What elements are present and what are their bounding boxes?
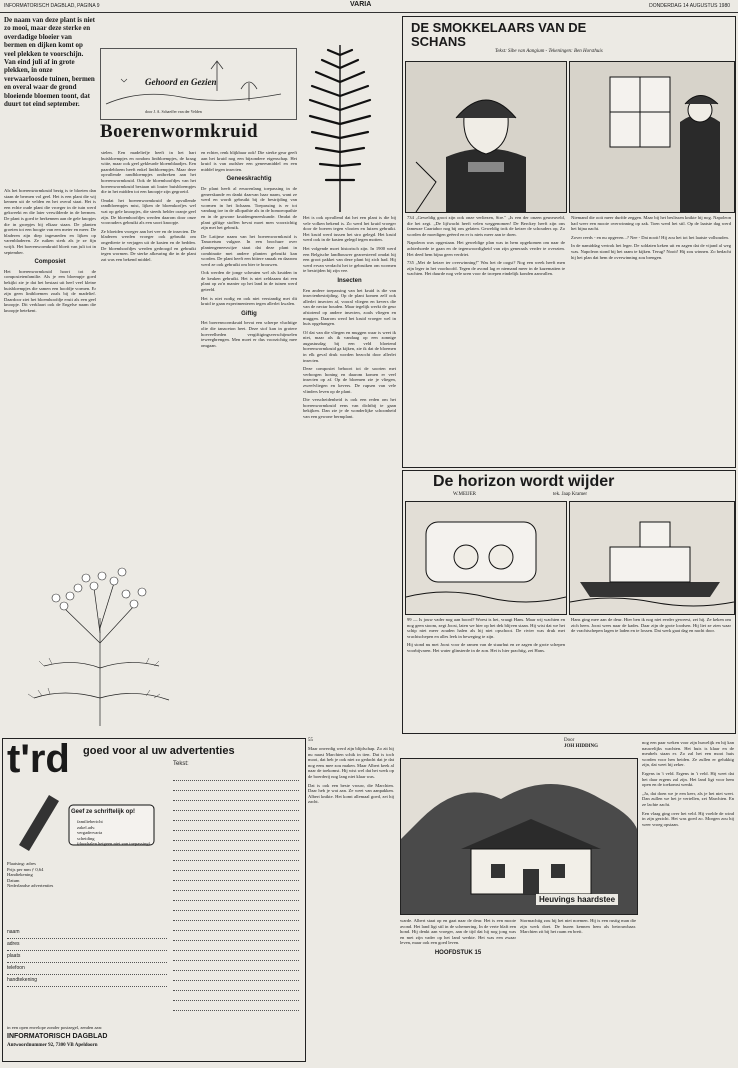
ad-footer-address: Antwoordnummer 92, 7300 VB Apeldoorn	[7, 1043, 98, 1048]
comic2-title: De horizon wordt wijder	[433, 473, 615, 490]
header-date: DONDERDAG 14 AUGUSTUS 1980	[649, 3, 730, 9]
article-byline: door J. A. Schaeffer van der Velden	[145, 109, 202, 114]
ad-footer-paper: INFORMATORISCH DAGBLAD	[7, 1033, 108, 1040]
comic-caption-right: Niemand die ooit meer durfde zeggen. Maar bij het beslissen knikte hij nog. Napoleon had weer een mooie overwinning op zak. Toen werd het stil. Op de laatste dag werd het bijna nacht. Zover reeds - en nu opgeven...? Nee - Dat nooit! Hij zou het tot het laatste volhouden. In de namiddag vertrok het leger. De soldaten keken uit en zagen dat de vijand al weg was. Napoleon stond bij het raam te kijken. Terug? Nooit! Hij zou winnen. Zo bedacht hij het plan dat hem de overwinning zou brengen.	[571, 215, 731, 260]
subheading-geneeskrachtig: Geneeskrachtig	[226, 176, 272, 183]
serial-chapter: HOOFDSTUK 15	[434, 949, 482, 956]
column-label: Gehoord en Gezien	[145, 77, 217, 87]
comic-title: DE SMOKKELAARS VAN DE SCHANS	[411, 20, 587, 49]
fern-leaf-illustration	[300, 40, 380, 215]
serial-title: Heuvings haardstee	[536, 894, 618, 905]
serial-number: 55	[308, 738, 313, 743]
page-header	[0, 0, 738, 13]
subheading-composiet: Composiet	[34, 259, 66, 266]
ad-logo: t'rd	[7, 737, 70, 781]
ad-contact-fields[interactable]: naam adres plaats telefoon handtekening	[7, 929, 167, 1009]
serial-col-1: Maar onverdig werd zijn blijdschap. Zo zit hij nu naast Marchien schik in tien. Dat is toch mooi, dat heb je ook niet zo gedacht dat je dat nog eens mee zou maken. Maar Albert keek al naar de toekomst. Hij wist wel dat het werk op de boerderij nog lang niet klaar was. Dat is ook een beste vrouw, die Marchien. Daar heb je wat aan. Ze weet van aanpakken. Albert knikte. Het komt allemaal goed, zei hij zacht.	[308, 746, 394, 805]
comic2-author: W.MEIJER	[453, 492, 477, 497]
comic-panel-napoleon	[405, 61, 567, 213]
article-col-2: stelen. Een madeliefje heeft in het hart buisbloempjes en rondom lintbloempjes, de kraag witte, maar ook geel gekleurde bloemblaadjes. Een paardebloem heeft enkel lintbloempjes. Maar deze opvallende randbloempjes ontbreken aan het boerenwormkruid. Ook de bloemhoofdjes van het boerenwormkruid bestaan uit louter buisbloempjes die in het midden tot een knoopje zijn gegroeid. Omdat het boerenwormkruid de opvallende randbloempjes mist, lijken de bloemkorfjes wel wat op gele knoopjes, die steeds helder oranje geel zijn. De bloemhoofdjes werden daarom door onze voorouders gebruikt als een soort knoopje. Ze bloeiden vroeger aan het vee en de insecten. De bladeren werden vroeger ook gebruikt om ongedierte te verjagen uit de kasten en de bedden. De bloemhoofdjes werden gedroogd en gebruikt tegen wormen. De sterke afkeuring die in de plant zat was een bekend middel.	[101, 150, 196, 262]
subheading-giftig: Giftig	[241, 310, 257, 317]
header-left: INFORMATORISCH DAGBLAD, PAGINA 9	[4, 3, 100, 9]
ad-text-lines[interactable]	[173, 771, 299, 1021]
tansy-plant-illustration	[4, 548, 196, 728]
ad-text-label: Tekst:	[173, 761, 189, 767]
comic-horizon	[402, 470, 736, 734]
comic2-credit: tek. Jaap Kramer	[553, 492, 588, 497]
ad-fields[interactable]: Plaatsing: adres Prijs per mm ƒ 0,64 Handtekening Datum Nederlandse advertenties	[7, 861, 54, 889]
serial-col-3: Stormachtig zou hij het niet noemen. Hij is een rustig man die zijn werk doet. De buren kennen hem als betrouwbaar. Marchien zit bij het raam en breit.	[520, 918, 636, 935]
comic2-panel-ship	[569, 501, 735, 615]
comic-caption-left: 734 „Geweldig groot zijn ook onze verliezen, Sire." „Is een der onzen gesneuveld, die het zegt. „De lijfwacht heeft velen weggenomen! De Berckey heeft zijn ons fameuze Caartabor nog bij ons gelaten. Geweldig trok de keizer de schouders op. Zo worden de moedigen geëerd en er is niets meer aan te doen. Napoleon was opgestaan. Het geweldige plan was in hem opgekomen om naar de achterhoede te gaan en de tegenwoordigheid van zijn generaals verder te overzien. Het deed hem bijna geen verdriet. 735 „Met de keizer ter overwinning!" Was het de oogst? Nog een week heeft men zijn leger in het voorhoofd. Tegen de avond lag er niemand meer in de kazematten te wachten. Het duurde nog vele uren voor de troepen eindelijk konden aanvallen.	[407, 215, 565, 277]
article-col-3: en echter, renk blijkbaar ook! Die sterke geur geeft aan het kruid nog een bijzondere eigenschap. Het kruid is van oudsher een geneesmiddel en een middel tegen insecten. Geneeskrachtig De plant heeft al eeuwenlang toepassing in de geneeskunde en dankt daarvan haar naam, want ze werd en wordt gebruikt bij de bestrijding van wormen in het lichaam. Toepassing is er tot vandaag toe in de allopathie als in de homoeopathie en in de gewone kruidengeneeskunde. Omdat de plant giftige stoffen bevat moet men voorzichtig zijn met het gebruik. De Latijnse naam van het boerenwormkruid is Tanacetum vulgare. In een brochure over plantengeneeswijze staat dat deze plant in combinatie met andere planten gebruikt kan worden. De plant heeft een bittere smaak en daarom werd ze ook gebruikt om bier te brouwen. Ook werden de jonge scheuten wel als kruiden in de keuken gebruikt. Het is niet zeldzaam dat een plant op zo'n manier op het land in de tuinen werd geteeld. Het is niet nodig en ook niet verstandig met dit kruid te gaan experimenteren tegen allerlei kwalen. Giftig Het boerenwormkruid bevat een scherpe vluchtige olie die tanaceton heet. Deze stof kan in grotere hoeveelheden vergiftigingsverschijnselen teweegbrengen. Men moet er dus voorzichtig mee omgaan.	[201, 150, 297, 348]
serial-author: JOH HIDDING	[564, 744, 599, 749]
article-col-1: Als het boerenwormkruid bezig is te bloeien dan staan de bermen vol geel. Het is een plant die wij kennen uit de velden en het overal staat. Het is een echte oude plant die vroeger in de tuin werd gekweekt en die later verwilderde in de bermen. De plant is goed te herkennen aan de gele knopjes die in groepjes bij elkaar staan. De planten groeien tot een hoogte van een meter en meer. De bladeren zijn diep ingesneden en lijken op varenbladeren. Ze ruiken sterk als je ze fijn wrijft. Het boerenwormkruid bloeit van juli tot in september. Composiet Het boerenwormkruid hoort tot de composietenfamilie. Als je een bloempje goed bekijkt zie je dat het bestaat uit heel veel kleine buisbloempjes die samen een hoofdje vormen. Er zijn geen lintbloemen zoals bij de madelief. Daardoor ziet het bloemhoofdje eruit als een geel knoopje. Dit verklaart ook de Engelse naam die knoopje betekent.	[4, 188, 96, 313]
serial-col-2: warde. Albert staat op en gaat naar de deur. Het is een mooie avond. Het land ligt stil in de schemering. In de verte blaft een hond. Hij denkt aan vroeger, aan de tijd dat hij nog jong was en met zijn vader op het land werkte. Het was een zwaar leven, maar ook een goed leven. HOOFDSTUK 15	[400, 918, 516, 956]
header-section: VARIA	[350, 1, 372, 8]
comic2-caption-right: Hans ging mee aan de deur. Hier ben ik nog niet eerder geweest, zei hij. Ze keken om zich heen. Joost wees naar de kades. Daar zijn de grote loodsen. Hij liet ze zien waar de vrachtschepen lagen te laden en te lossen. Dat werk gaat dag en nacht door.	[571, 617, 731, 634]
ad-footer-instructions: in een open envelope zonder postzegel, zenden aan:	[7, 1025, 103, 1030]
article-title: Boerenwormkruid	[100, 121, 259, 142]
subheading-insecten: Insecten	[337, 277, 362, 284]
serial-story	[308, 738, 736, 1060]
comic-panel-window	[569, 61, 735, 213]
comic2-caption-left: 99 — Is jouw vader nog aan boord? Woest is het, vraagt Hans. Maar wij wachten en nog geen stoom, zegt Joost, laten we hier op het dek blijven staan. Hij wist dat we het schip niet meer zouden halen als hij niet opschoot. De rivier was druk met vrachtschepen en alles leek in beweging te zijn. Hij stond nu met Joost voor de ramen van de stuurhut en ze zagen de grote schepen voorbijvaren. Het water glinsterde in de zon. Het is hier prachtig, zei Hans.	[407, 617, 565, 653]
advertisement-form	[2, 738, 306, 1062]
comic2-panel-cabin	[405, 501, 567, 615]
comic-credit: Tekst: Sibe van Aangium - Tekeningen: Ben Horsthuis	[495, 49, 603, 54]
comic-title-banner	[405, 19, 733, 59]
comic2-title-banner	[433, 473, 729, 499]
column-header-box	[100, 48, 297, 120]
serial-farmhouse-illustration	[400, 758, 638, 915]
ad-bubble-text: Geef ze schriftelijk op!	[71, 809, 136, 815]
article-col-4: Het is ook opvallend dat het een plant is die bij vele volken bekend is. Zo werd het kruid vroeger door de boeren tegen vlooien en luizen gebruikt. Het kruid werd tussen het stro gelegd. Het kruid werd ook in de kasten gelegd tegen motten. Het volgende moet historisch zijn. In 1900 werd een Belgische landbouwer gearresteerd omdat hij een groot pakket van deze plant bij zich had. Hij werd ervan verdacht het te gebruiken om wormen te bestrijden bij zijn vee. Insecten Een andere toepassing van het kruid is die van insectenbestrijding. Op de plant komen zelf ook allerlei insecten af, vooral vliegen en kevers die van de nectar houden. Maar tegelijk werkt de geur afstotend op andere insecten, zoals vliegen en muggen. Daarom werd het kruid vroeger wel in huis opgehangen. Of dat van die vliegen en muggen waar is weet ik niet, maar als ik vandaag op een zonnige augustusdag bij een veld bloeiend boerenwormkruid ga kijken, zie ik dat de bloemen in elk geval druk worden bezocht door allerlei insecten. Deze composiet behoort tot de soorten met verborgen honing en daarom komen er veel insecten op af. Op de bloemen zie je vliegen, zweefvliegen en kevers. De rupsen van vele vlinders leven op de plant. Die verscheidenheid is ook een reden om het boerenwormkruid eens van dichtbij te gaan bekijken. Dan zie je de wonderlijke schoonheid van een gewone bermplant.	[303, 215, 396, 419]
ad-slogan: goed voor al uw advertenties	[83, 745, 235, 757]
article-intro: De naam van deze plant is niet zo mooi, maar deze sterke en overdadige bloeier van bermen en dijken komt op veel plekken te voorschijn. Van eind juli af in grote plekken, in onze verwaarloosde tuinen, bermen en overal waar de grond bloeiende bloemen toont, dat duurt tot eind september.	[4, 16, 95, 109]
ad-options[interactable]: familiebericht zakel.adv. vergadervaria scheiding (doorhalen hetgeen niet van toepassing)	[77, 819, 151, 847]
comic-smokkelaars	[402, 16, 736, 468]
serial-col-4: nog een paar weken voor zijn huwelijk en hij kan nauwelijks wachten. Het huis is klaar en de meubels staan er. Zo zal het een mooi huis worden voor hen beiden. Ze zullen er gelukkig zijn, dat weet hij zeker. Ergens in 't veld. Ergens in 't veld. Hij weet dat het daar ergens zal zijn. Het land ligt voor hem open en de toekomst wenkt. „Ja, dat doen we je een keer, als je het niet weet. Dan zullen we het je vertellen, zei Marchien. En ze lachte zacht. Een vlaag ging over het veld. Hij voelde de wind in zijn gezicht. Het was goed zo. Morgen zou hij weer vroeg opstaan.	[642, 740, 734, 827]
serial-byline: Door	[564, 738, 575, 743]
